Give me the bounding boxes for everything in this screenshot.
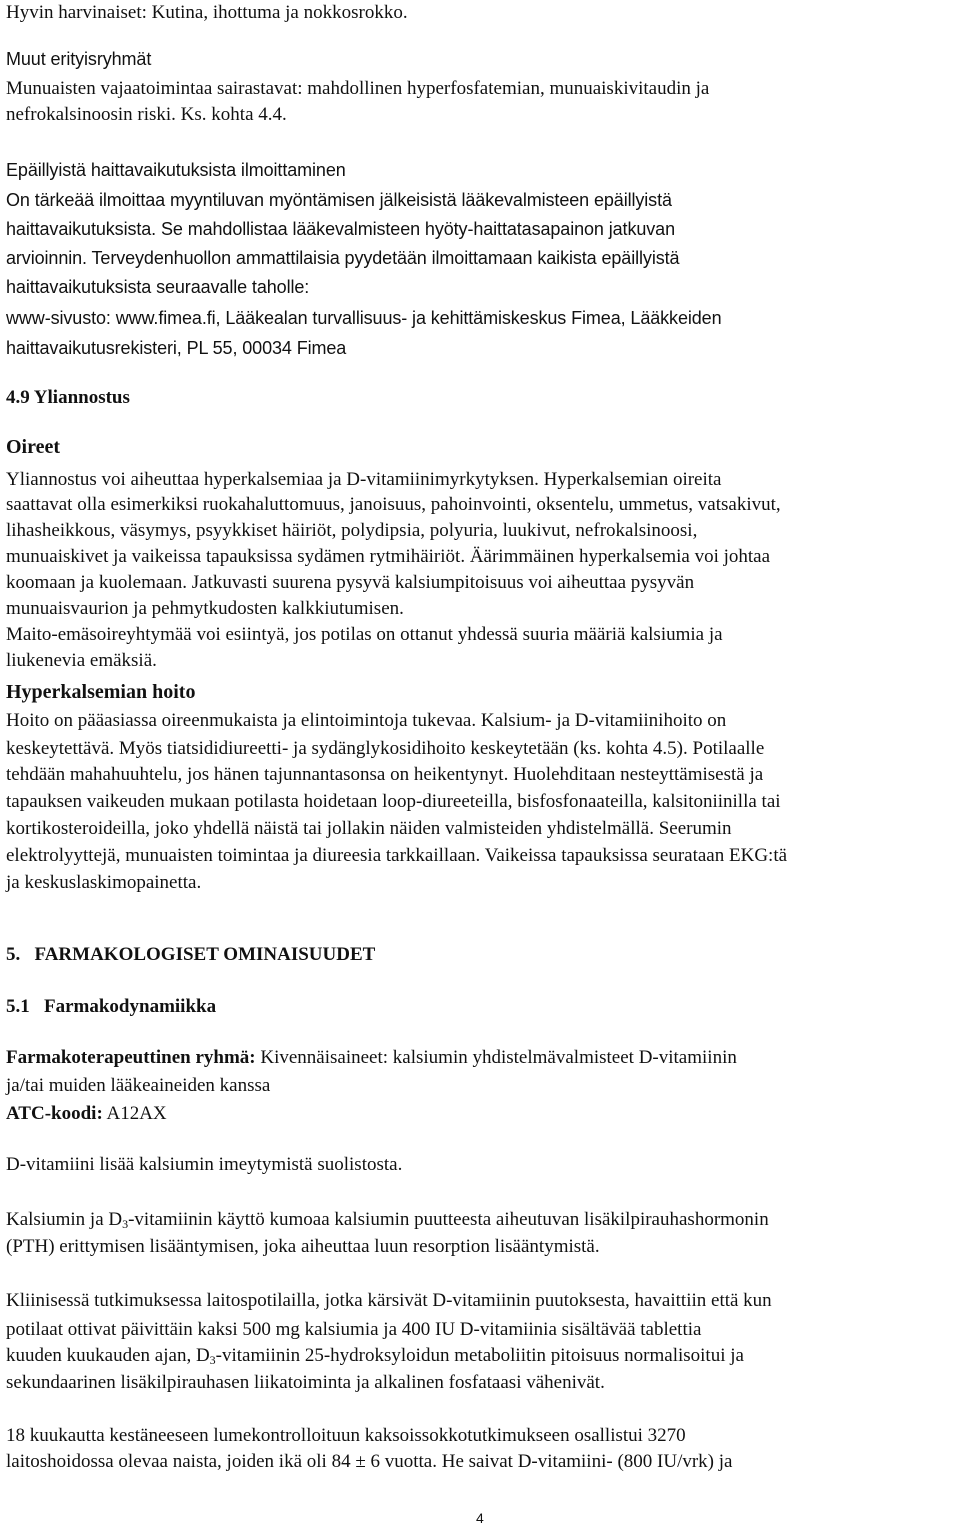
ftr-label: Farmakoterapeuttinen ryhmä: xyxy=(6,1047,256,1068)
section-heading: 4.9 Yliannostus xyxy=(6,387,130,408)
text-line: keskeytettävä. Myös tiatsididiureetti- ja sydänglykosidihoito keskeytetään (ks. kohta 4.5). Potilaalle xyxy=(6,738,765,759)
text-line: haittavaikutusrekisteri, PL 55, 00034 Fimea xyxy=(6,338,347,358)
text-line: www-sivusto: www.fimea.fi, Lääkealan turvallisuus- ja kehittämiskeskus Fimea, Lääkkeiden xyxy=(6,308,722,328)
text-line: koomaan ja kuolemaan. Jatkuvasti suurena pysyvä kalsiumpitoisuus voi aiheuttaa pysyvän xyxy=(6,572,695,593)
section-heading: Epäillyistä haittavaikutuksista ilmoittaminen xyxy=(6,160,346,180)
text-line: Maito-emäsoireyhtymää voi esiintyä, jos potilas on ottanut yhdessä suuria määriä kalsiumia ja xyxy=(6,624,723,645)
text-line: laitoshoidossa olevaa naista, joiden ikä oli 84 ± 6 vuotta. He saivat D-vitamiini- (800 IU/vrk) ja xyxy=(6,1451,733,1472)
section-heading: 5.1 Farmakodynamiikka xyxy=(6,996,217,1017)
text-line: munuaisvaurion ja pehmytkudosten kalkkiutumisen. xyxy=(6,598,404,619)
atc-label: ATC-koodi: xyxy=(6,1103,103,1124)
text-line xyxy=(6,1101,167,1127)
text-line: Kliinisessä tutkimuksessa laitospotilailla, jotka kärsivät D-vitamiinin puutoksesta, havaittiin että kun xyxy=(6,1290,772,1311)
text-line: saattavat olla esimerkiksi ruokahaluttomuus, janoisuus, pahoinvointi, oksentelu, ummetus, vatsakivut, xyxy=(6,494,781,515)
text-line: liukenevia emäksiä. xyxy=(6,650,157,671)
text-line: lihasheikkous, väsymys, psyykkiset häiriöt, polydipsia, polyuria, luukivut, nefrokalsinoosi, xyxy=(6,520,698,541)
text-line: Hyvin harvinaiset: Kutina, ihottuma ja nokkosrokko. xyxy=(6,2,408,23)
text-line: ja keskuslaskimopainetta. xyxy=(6,872,202,893)
text-line: tapauksen vaikeuden mukaan potilasta hoidetaan loop-diureeteilla, bisfosfonaateilla, kalsitoniinilla tai xyxy=(6,791,781,812)
text-line: haittavaikutuksista. Se mahdollistaa lääkevalmisteen hyöty-haittatasapainon jatkuvan xyxy=(6,219,675,239)
text-line: ja/tai muiden lääkeaineiden kanssa xyxy=(6,1075,271,1096)
page-number: 4 xyxy=(476,1510,484,1526)
text-line: haittavaikutuksista seuraavalle taholle: xyxy=(6,277,310,297)
text-line: D-vitamiini lisää kalsiumin imeytymistä suolistosta. xyxy=(6,1154,403,1175)
subsection-heading: Hyperkalsemian hoito xyxy=(6,681,196,703)
text-line xyxy=(6,1207,769,1233)
ftr-value: Kivennäisaineet: kalsiumin yhdistelmävalmisteet D-vitamiinin xyxy=(255,1047,737,1068)
text-line: sekundaarinen lisäkilpirauhasen liikatoiminta ja alkalinen fosfataasi vähenivät. xyxy=(6,1372,605,1393)
subscript: 3 xyxy=(122,1217,129,1231)
text-line: arvioinnin. Terveydenhuollon ammattilaisia pyydetään ilmoittamaan kaikista epäillyistä xyxy=(6,248,680,268)
text-line: Munuaisten vajaatoimintaa sairastavat: mahdollinen hyperfosfatemian, munuaiskivitaudin ja xyxy=(6,78,710,99)
chapter-heading: 5. FARMAKOLOGISET OMINAISUUDET xyxy=(6,944,376,965)
text-run: kuuden kuukauden ajan, D xyxy=(6,1345,210,1366)
text-run: -vitamiinin 25-hydroksyloidun metaboliitin pitoisuus normalisoitui ja xyxy=(215,1345,744,1366)
text-line: (PTH) erittymisen lisääntymisen, joka aiheuttaa luun resorption lisääntymistä. xyxy=(6,1236,600,1257)
text-line: On tärkeää ilmoittaa myyntiluvan myöntämisen jälkeisistä lääkevalmisteen epäillyistä xyxy=(6,190,672,210)
text-line: Yliannostus voi aiheuttaa hyperkalsemiaa ja D-vitamiinimyrkytyksen. Hyperkalsemian oireita xyxy=(6,469,722,490)
text-line: Hoito on pääasiassa oireenmukaista ja elintoimintoja tukevaa. Kalsium- ja D-vitamiinihoito on xyxy=(6,710,727,731)
text-run: Kalsiumin ja D xyxy=(6,1209,123,1230)
text-line: elektrolyyttejä, munuaisten toimintaa ja diureesia tarkkaillaan. Vaikeissa tapauksissa seurataan EKG:tä xyxy=(6,845,788,866)
atc-value: A12AX xyxy=(102,1103,167,1124)
text-run: -vitamiinin käyttö kumoaa kalsiumin puutteesta aiheutuvan lisäkilpirauhashormonin xyxy=(128,1209,769,1230)
text-line: potilaat ottivat päivittäin kaksi 500 mg kalsiumia ja 400 IU D-vitamiinia sisältävää tablettia xyxy=(6,1319,702,1340)
text-line: munuaiskivet ja vaikeissa tapauksissa sydämen rytmihäiriöt. Äärimmäinen hyperkalsemia voi johtaa xyxy=(6,546,771,567)
text-line: nefrokalsinoosin riski. Ks. kohta 4.4. xyxy=(6,104,287,125)
text-line xyxy=(6,1045,737,1071)
section-heading: Muut erityisryhmät xyxy=(6,49,152,69)
subsection-heading: Oireet xyxy=(6,436,61,458)
text-line: 18 kuukautta kestäneeseen lumekontrolloituun kaksoissokkotutkimukseen osallistui 3270 xyxy=(6,1425,686,1446)
subscript: 3 xyxy=(209,1353,216,1367)
text-line: kortikosteroideilla, joko yhdellä näistä tai jollakin näiden valmisteiden yhdistelmällä. Seerumin xyxy=(6,818,732,839)
text-line xyxy=(6,1343,744,1369)
text-line: tehdään mahahuuhtelu, jos hänen tajunnantasonsa on heikentynyt. Huolehditaan nesteyttämisestä ja xyxy=(6,764,764,785)
